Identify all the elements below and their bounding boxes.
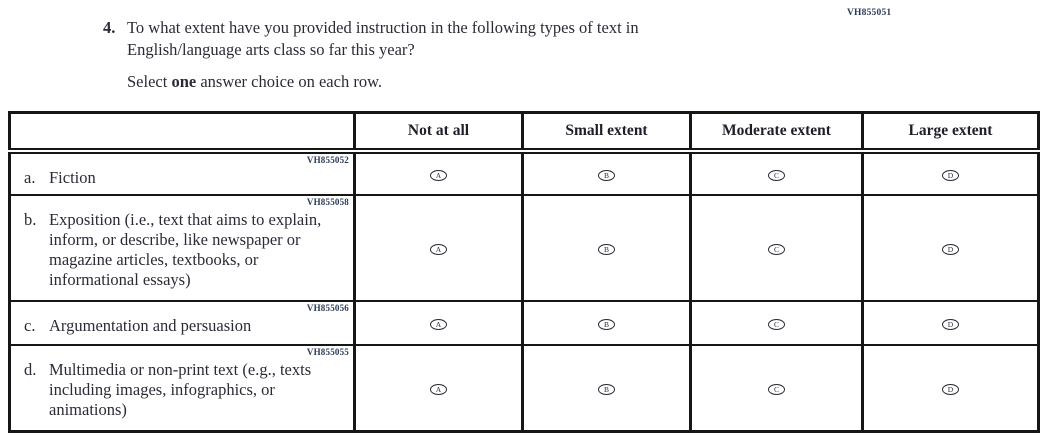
instruction-prefix: Select xyxy=(127,71,172,91)
table-row-exposition xyxy=(10,195,1039,301)
answer-bubble-b[interactable]: B xyxy=(598,384,615,395)
answer-bubble-d[interactable]: D xyxy=(942,319,959,330)
row-accession-code: VH855052 xyxy=(306,155,349,165)
row-label xyxy=(11,358,353,424)
cell-exposition-large-extent xyxy=(863,195,1039,301)
header-row xyxy=(10,113,1039,152)
row-letter: a. xyxy=(24,168,36,187)
table-row-fiction xyxy=(10,151,1039,195)
question-number: 4. xyxy=(103,18,116,37)
cell-exposition-moderate-extent xyxy=(691,195,863,301)
cell-multimedia-moderate-extent xyxy=(691,345,863,431)
answer-bubble-b[interactable]: B xyxy=(598,319,615,330)
question-instruction xyxy=(127,72,763,92)
row-letter: d. xyxy=(24,360,37,379)
cell-fiction-large-extent xyxy=(863,151,1039,195)
answer-bubble-d[interactable]: D xyxy=(942,244,959,255)
row-text: Fiction xyxy=(49,168,96,187)
cell-exposition-small-extent xyxy=(523,195,691,301)
cell-argumentation-moderate-extent xyxy=(691,301,863,345)
row-text: Argumentation and persuasion xyxy=(49,316,252,335)
row-accession-code: VH855058 xyxy=(306,197,349,207)
instruction-bold-word: one xyxy=(171,71,197,91)
row-label-cell xyxy=(10,345,355,431)
table-row-argumentation xyxy=(10,301,1039,345)
row-text: Exposition (i.e., text that aims to explain, inform, or describe, like newspaper or magazine articles, textbooks, or informational essays) xyxy=(49,210,322,290)
row-letter: b. xyxy=(24,210,37,229)
response-matrix-table xyxy=(8,111,1040,433)
column-header-large-extent: Large extent xyxy=(863,113,1039,152)
answer-bubble-d[interactable]: D xyxy=(942,384,959,395)
cell-fiction-moderate-extent xyxy=(691,151,863,195)
row-label-cell xyxy=(10,195,355,301)
cell-exposition-not-at-all xyxy=(355,195,523,301)
answer-bubble-c[interactable]: C xyxy=(768,384,785,395)
row-label-cell xyxy=(10,151,355,195)
cell-fiction-small-extent xyxy=(523,151,691,195)
row-accession-code: VH855056 xyxy=(306,303,349,313)
cell-multimedia-large-extent xyxy=(863,345,1039,431)
answer-bubble-c[interactable]: C xyxy=(768,319,785,330)
empty-corner-cell xyxy=(10,113,355,152)
column-header-small-extent: Small extent xyxy=(523,113,691,152)
row-label xyxy=(11,208,353,295)
answer-bubble-b[interactable]: B xyxy=(598,170,615,181)
answer-bubble-d[interactable]: D xyxy=(942,170,959,181)
answer-bubble-a[interactable]: A xyxy=(430,384,447,395)
cell-argumentation-not-at-all xyxy=(355,301,523,345)
answer-bubble-a[interactable]: A xyxy=(430,319,447,330)
row-text: Multimedia or non-print text (e.g., texts including images, infographics, or animations) xyxy=(49,360,312,420)
instruction-suffix: answer choice on each row. xyxy=(196,71,383,91)
answer-bubble-c[interactable]: C xyxy=(768,244,785,255)
question-text: To what extent have you provided instruction in the following types of text in English/language arts class so far this year? xyxy=(127,18,639,60)
row-label xyxy=(11,166,353,192)
row-letter: c. xyxy=(24,316,36,335)
row-label-cell xyxy=(10,301,355,345)
cell-argumentation-large-extent xyxy=(863,301,1039,345)
column-header-not-at-all: Not at all xyxy=(355,113,523,152)
answer-bubble-a[interactable]: A xyxy=(430,170,447,181)
row-accession-code: VH855055 xyxy=(306,347,349,357)
answer-bubble-c[interactable]: C xyxy=(768,170,785,181)
row-label xyxy=(11,314,353,340)
question-block xyxy=(103,17,763,92)
table-row-multimedia xyxy=(10,345,1039,431)
cell-multimedia-not-at-all xyxy=(355,345,523,431)
question-accession-code: VH855051 xyxy=(847,8,892,18)
answer-bubble-b[interactable]: B xyxy=(598,244,615,255)
cell-multimedia-small-extent xyxy=(523,345,691,431)
cell-fiction-not-at-all xyxy=(355,151,523,195)
cell-argumentation-small-extent xyxy=(523,301,691,345)
answer-bubble-a[interactable]: A xyxy=(430,244,447,255)
column-header-moderate-extent: Moderate extent xyxy=(691,113,863,152)
